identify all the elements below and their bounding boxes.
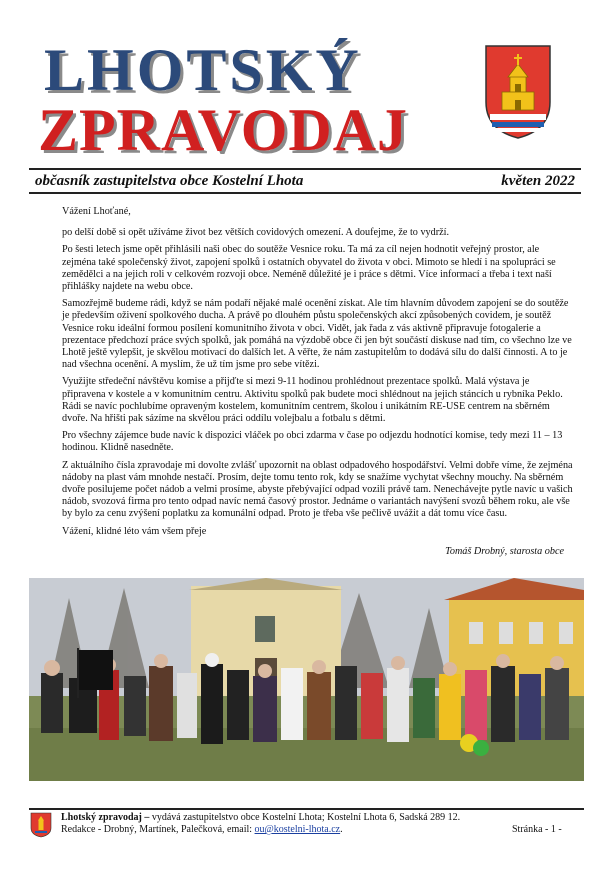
newsletter-title-line2: ZPRAVODAJ [38,97,409,163]
footer-email-link[interactable]: ou@kostelni-lhota.cz [254,824,341,835]
footer-period: . [340,824,343,835]
issue-date: květen 2022 [501,172,575,189]
paragraph: Samozřejmě budeme rádi, když se nám podaří nějaké malé ocenění získat. Ale tím hlavním důvodem zapojení se do soutěže je především oživení spolkového ducha. A právě po dlouhém půstu společenských akcí způsobených covidem, je soutěž Vesnice roku ideální formou posílení komunitního života v obci. Vidět, jak řada z vás aktivně připravuje fotogalerie a prezentace předchozí práce svých spolků, jak pomáhá na výzdobě obce či jen být součástí diskuse nad tím, co všechno lze ve Lhotě ještě vylepšit, je skvělou motivací do dalších let. A věřte, že nám zastupitelům to dodává sílu do další činnosti. A to je nad všechna ocenění. A myslím, že už tím jsme pro sebe vítězi. [62,298,572,371]
editorial-article [62,206,574,543]
signature: Tomáš Drobný, starosta obce [445,546,564,557]
footer-publisher: vydává zastupitelstvo obce Kostelní Lhota; Kostelní Lhota 6, Sadská 289 12. [149,812,461,823]
carnival-photo [29,578,584,781]
newsletter-title-line1: LHOTSKÝ [44,37,362,103]
footer-line1 [61,812,521,824]
subtitle-text: občasník zastupitelstva obce Kostelní Lhota [35,172,304,189]
paragraph: Z aktuálního čísla zpravodaje mi dovolte zvlášť upozornit na oblast odpadového hospodářství. Velmi dobře víme, že zejména nádoby na plast vám mnohde nestačí. Prosím, dejte tomu tento rok, kdy se snažíme vychytat všechny mouchy. Na sběrném dvoře posilujeme počet nádob a velmi prosíme, abyste přebývající odpad vozili právě tam. Nenechávejte pytle navíc u vašich nádob, svozová firma pro tento odpad navíc nemá časový prostor. Jednáme o variantách navýšení svozů během roku, ale vše by bylo za cenu zvýšení poplatku za komunální odpad. Proto je třeba vše pečlivě uvážit a dát tomu více času. [62,459,573,520]
page-number: Stránka - 1 - [512,824,562,835]
paragraph: po delší době si opět užíváme život bez větších covidových omezení. A doufejme, že to vydrží. [62,227,450,239]
footer-editors: Redakce - Drobný, Martínek, Palečková, email: [61,824,255,835]
footer-imprint [61,812,521,836]
paragraph: Po šesti letech jsme opět přihlásili naši obec do soutěže Vesnice roku. Ta má za cíl nejen hodnotit veřejný prostor, ale zejména také společenský život, zapojení spolků i ostatních obyvatel do života v obci. Mimoto se hledí i na spolupráci se zemědělci a na jejich roli v celkovém rozvoji obce. Neméně důležité je i práce s dětmi. Více informací a třeba i text naší přihlášky najdete na webu obce. [62,244,556,293]
greeting: Vážení Lhoťané, [62,206,131,217]
subtitle-bar [29,168,581,194]
paragraph: Pro všechny zájemce bude navíc k dispozici vláček po obci zdarma v čase po odjezdu hodnotící komise, tedy mezi 11 – 13 hodinou. Klidně nasedněte. [62,430,563,454]
footer-divider [29,808,584,810]
footer-line2 [61,824,521,836]
coat-of-arms-icon [484,44,552,140]
footer-publication-name: Lhotský zpravodaj – [61,812,150,823]
paragraph: Využijte středeční návštěvu komise a přijďte si mezi 9-11 hodinou prohlédnout prezentace spolků. Malá výstava je připravena v kostele a v komunitním centru. Aktivitu spolků pak budete moci shlédnout na jejich stáncích u rybníka Peklo. Rádi se navíc pochlubíme opraveným kostelem, komunitním centrem, školou i unikátním RE-USE centrem na sběrném dvoře. Na hřišti pak sázíme na skvělou práci oddílu volejbalu a fotbalu s dětmi. [62,376,563,425]
masthead [0,0,611,168]
closing-line: Vážení, klidné léto vám všem přeje [62,525,207,537]
carnival-photo-illustration [29,578,584,781]
coat-of-arms-small-icon [30,812,52,838]
